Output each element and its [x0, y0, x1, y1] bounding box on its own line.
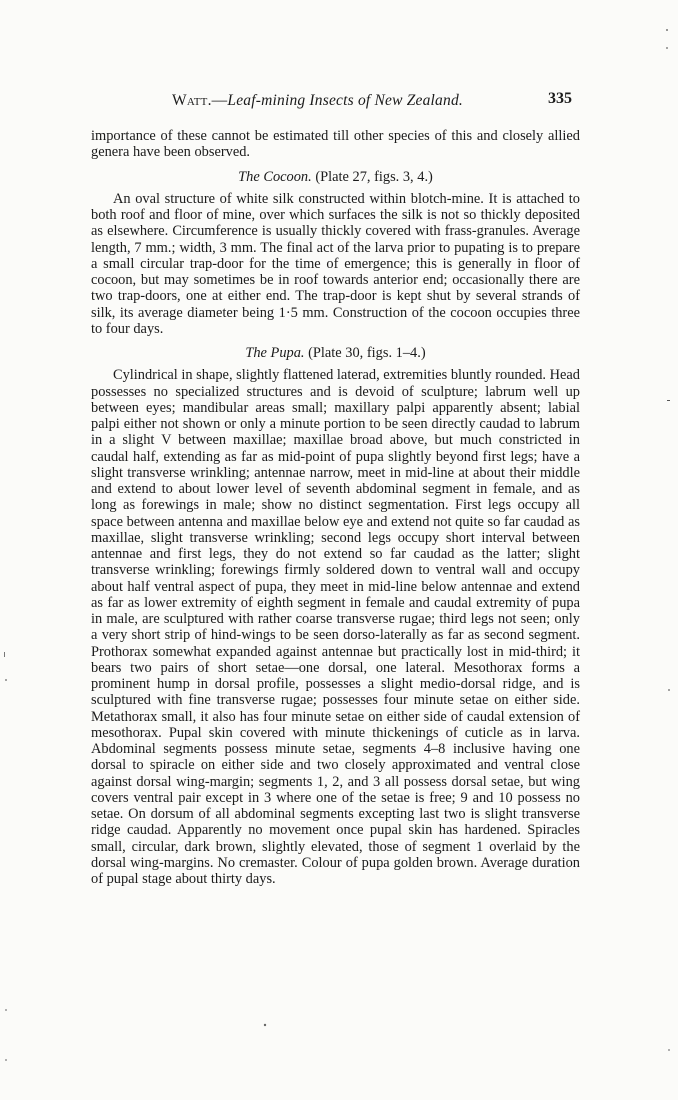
speck: [668, 1049, 670, 1051]
page-number: 335: [548, 90, 572, 107]
cocoon-paragraph: An oval structure of white silk constructed within blotch-mine. It is attached to both roof and floor of mine, over which surfaces the silk is not so thickly deposited as elsewhere. Circumference is usually thickly covered with frass-granules. Average length, 7 mm.; width, 3 mm. The final act of the larva prior to pupating is to prepare a small circular trap-door for the time of emergence; this is generally in floor of cocoon, but may sometimes be in roof towards anterior end; occasionally there are two trap-doors, one at either end. The trap-door is kept shut by several strands of silk, its average diameter being 1·5 mm. Construction of the cocoon occupies three to four days.: [91, 190, 580, 337]
cocoon-heading-title: The Cocoon.: [238, 168, 312, 185]
cocoon-heading: [91, 169, 580, 185]
cocoon-plate-reference: (Plate 27, figs. 3, 4.): [315, 168, 433, 185]
speck: [667, 400, 670, 401]
page-body: [91, 128, 580, 887]
running-title: [172, 92, 463, 110]
intro-paragraph: importance of these cannot be estimated till other species of this and closely allied genera have been observed.: [91, 128, 580, 161]
pupa-paragraph: Cylindrical in shape, slightly flattened laterad, extremities bluntly rounded. Head possesses no specialized structures and is devoid of sculpture; labrum well up between eyes; mandibular areas small; maxillary palpi apparently absent; labial palpi either not shown or only a minute portion to be seen directly caudad to labrum in a slight V between maxillae; maxillae broad above, but much constricted in caudal half, extending as far as mid-point of pupa slightly beyond first legs; have a slight transverse wrinkling; antennae narrow, meet in mid-line at about their middle and extend to about lower level of seventh abdominal segment in female, and as long as forewings in male; show no distinct segmentation. First legs occupy all space between antenna and maxillae below eye and extend not quite so far caudad as maxillae, slight transverse wrinkling; second legs occupy short interval between antennae and first legs, they do not extend so far caudad as the latter; slight transverse wrinkling; forewings firmly soldered down to ventral wall and occupy about half ventral aspect of pupa, they meet in mid-line below antennae and extend as far as lower extremity of eighth segment in female and caudal extremity of pupa in male, are sculptured with rather coarse transverse rugae; third legs not seen; only a very short strip of hind-wings to be seen dorso-laterally as far as second segment. Prothorax somewhat expanded against antennae but practically lost in mid-third; it bears two pairs of short setae—one dorsal, one lateral. Mesothorax forms a prominent hump in dorsal profile, possesses a slight medio-dorsal ridge, and is sculptured with fine transverse rugae; possesses four minute setae on either side. Metathorax small, it also has four minute setae on either side of caudal extension of mesothorax. Pupal skin covered with minute thickenings of cuticle as in larva. Abdominal segments possess minute setae, segments 4–8 inclusive having one dorsal to spiracle on either side and two closely approximated and ventral close against dorsal wing-margin; segments 1, 2, and 3 all possess dorsal setae, but wing covers ventral pair except in 3 where one of the setae is free; 9 and 10 possess no setae. On dorsum of all abdominal segments excepting last two is slight transverse ridge caudad. Apparently no movement once pupal skin has hardened. Spiracles small, circular, dark brown, slightly elevated, those of segment 1 overlaid by the dorsal wing-margins. No cremaster. Colour of pupa golden brown. Average duration of pupal stage about thirty days.: [91, 367, 580, 887]
speck: [5, 679, 7, 681]
article-title: Leaf-mining Insects of New Zealand.: [227, 92, 463, 109]
pupa-heading-title: The Pupa.: [245, 345, 305, 361]
running-header: [0, 88, 678, 114]
speck: [666, 29, 668, 31]
pupa-plate-reference: (Plate 30, figs. 1–4.): [308, 345, 426, 361]
speck: [5, 1009, 7, 1011]
speck: [264, 1024, 266, 1026]
speck: [5, 1059, 7, 1061]
title-separator: —: [211, 92, 228, 109]
speck: [668, 689, 670, 691]
speck: [4, 652, 5, 657]
pupa-heading: [91, 345, 580, 361]
author-name: Watt.: [172, 92, 212, 109]
speck: [666, 47, 668, 49]
